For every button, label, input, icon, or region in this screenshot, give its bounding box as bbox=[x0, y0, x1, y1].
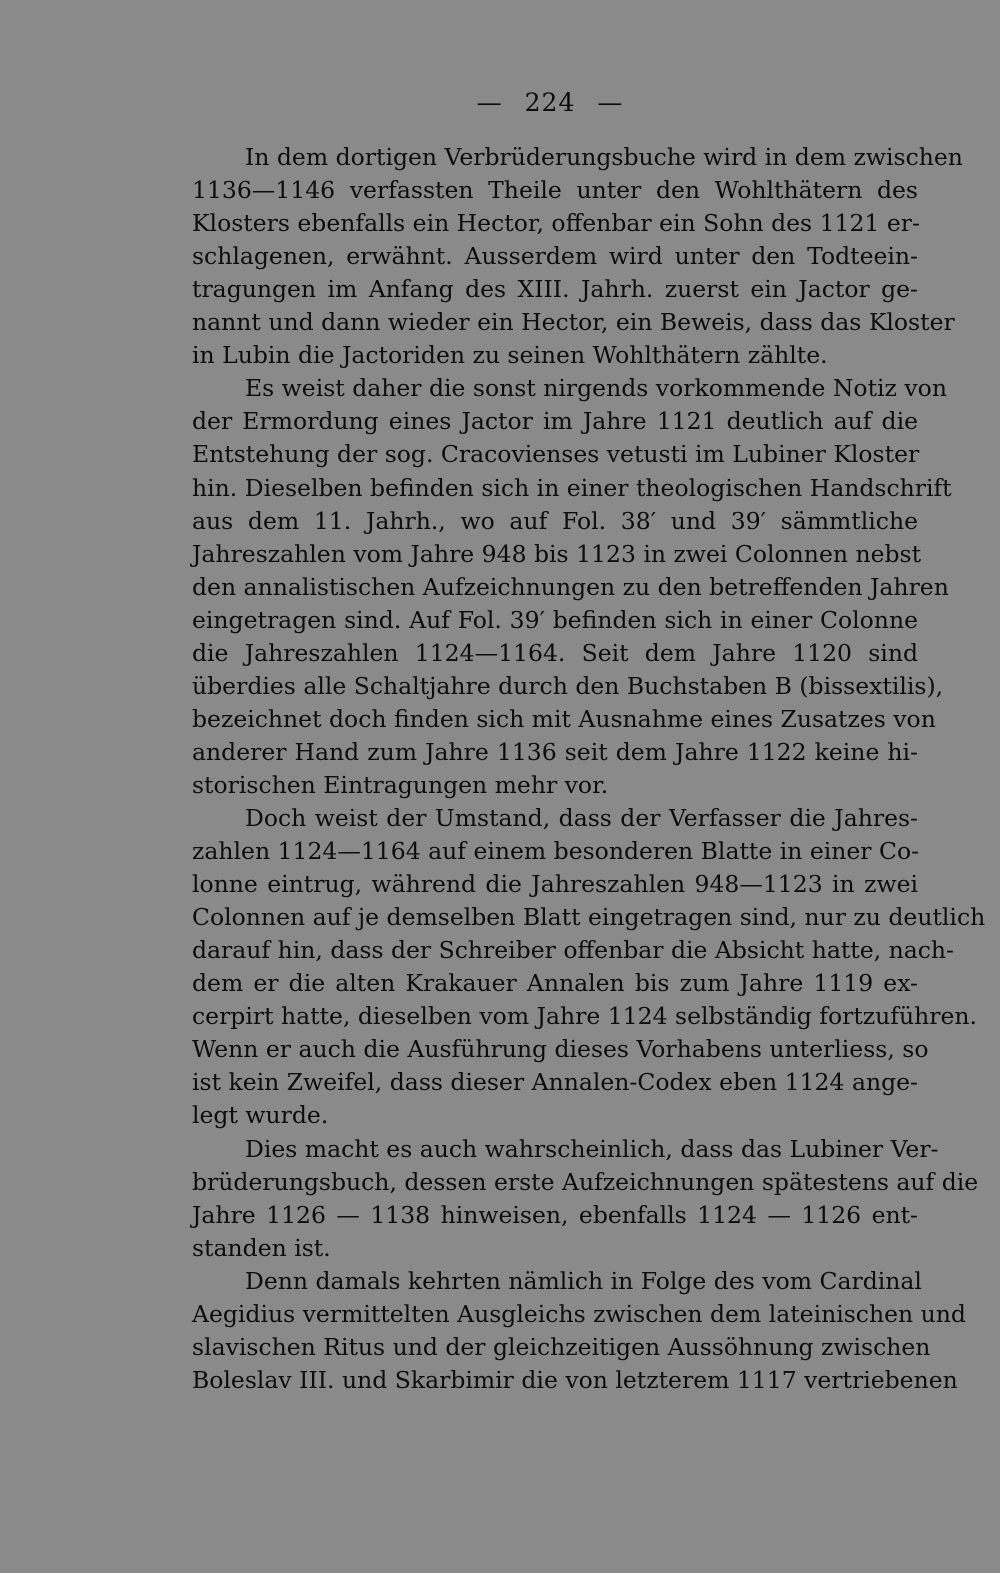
text-line: In dem dortigen Verbrüderungsbuche wird in dem zwischen bbox=[245, 143, 963, 171]
page-number-dash-right: — bbox=[597, 88, 624, 117]
text-line: Dies macht es auch wahrscheinlich, dass das Lubiner Ver- bbox=[245, 1134, 939, 1163]
text-line: Colonnen auf je demselben Blatt eingetragen sind, nur zu deutlich bbox=[192, 903, 986, 932]
text-line: nannt und dann wieder ein Hector, ein Beweis, dass das Kloster bbox=[192, 308, 955, 337]
text-line: bezeichnet doch finden sich mit Ausnahme eines Zusatzes von bbox=[192, 704, 936, 733]
text-line: Wenn er auch die Ausführung dieses Vorhabens unterliess, so bbox=[192, 1035, 929, 1064]
text-line: in Lubin die Jactoriden zu seinen Wohlthätern zählte. bbox=[192, 341, 828, 370]
text-line: brüderungsbuch, dessen erste Aufzeichnungen spätestens auf die bbox=[192, 1167, 979, 1196]
text-line: tragungen im Anfang des XIII. Jahrh. zuerst ein Jactor ge- bbox=[192, 275, 918, 304]
text-line: Aegidius vermittelten Ausgleichs zwischen dem lateinischen und bbox=[192, 1299, 966, 1328]
text-line: eingetragen sind. Auf Fol. 39′ befinden sich in einer Colonne bbox=[192, 605, 918, 634]
page-number-header bbox=[0, 88, 1000, 117]
text-line: slavischen Ritus und der gleichzeitigen Aussöhnung zwischen bbox=[192, 1332, 931, 1361]
text-line: legt wurde. bbox=[192, 1101, 329, 1130]
text-line: der Ermordung eines Jactor im Jahre 1121 deutlich auf die bbox=[192, 407, 918, 436]
text-line: den annalistischen Aufzeichnungen zu den betreffenden Jahren bbox=[192, 572, 949, 601]
text-line: standen ist. bbox=[192, 1233, 331, 1262]
text-line: ist kein Zweifel, dass dieser Annalen-Codex eben 1124 ange- bbox=[192, 1068, 918, 1097]
text-line: Jahreszahlen vom Jahre 948 bis 1123 in zwei Colonnen nebst bbox=[192, 539, 922, 568]
text-line: Jahre 1126 — 1138 hinweisen, ebenfalls 1124 — 1126 ent- bbox=[192, 1200, 918, 1229]
text-line: 1136—1146 verfassten Theile unter den Wohlthätern des bbox=[192, 176, 918, 205]
page-number: 224 bbox=[524, 88, 576, 117]
text-line: die Jahreszahlen 1124—1164. Seit dem Jahre 1120 sind bbox=[192, 638, 918, 667]
text-line: storischen Eintragungen mehr vor. bbox=[192, 770, 609, 799]
text-line: aus dem 11. Jahrh., wo auf Fol. 38′ und 39′ sämmtliche bbox=[192, 506, 918, 535]
text-line: cerpirt hatte, dieselben vom Jahre 1124 selbständig fortzuführen. bbox=[192, 1002, 978, 1031]
text-line: Denn damals kehrten nämlich in Folge des vom Cardinal bbox=[245, 1266, 922, 1295]
text-line: lonne eintrug, während die Jahreszahlen 948—1123 in zwei bbox=[192, 870, 918, 899]
text-line: dem er die alten Krakauer Annalen bis zum Jahre 1119 ex- bbox=[192, 969, 918, 998]
text-line: Klosters ebenfalls ein Hector, offenbar ein Sohn des 1121 er- bbox=[192, 209, 920, 238]
text-line: überdies alle Schaltjahre durch den Buchstaben B (bissextilis), bbox=[192, 671, 944, 700]
text-line: zahlen 1124—1164 auf einem besonderen Blatte in einer Co- bbox=[192, 837, 920, 865]
page-number-dash-left: — bbox=[476, 88, 503, 117]
text-line: darauf hin, dass der Schreiber offenbar die Absicht hatte, nach- bbox=[192, 936, 954, 965]
text-line: Es weist daher die sonst nirgends vorkommende Notiz von bbox=[245, 374, 947, 403]
text-line: Entstehung der sog. Cracovienses vetusti im Lubiner Kloster bbox=[192, 440, 920, 469]
text-line: schlagenen, erwähnt. Ausserdem wird unter den Todteein- bbox=[192, 242, 918, 271]
text-line: Boleslav III. und Skarbimir die von letzterem 1117 vertriebenen bbox=[192, 1365, 958, 1394]
text-line: anderer Hand zum Jahre 1136 seit dem Jahre 1122 keine hi- bbox=[192, 737, 918, 766]
text-line: Doch weist der Umstand, dass der Verfasser die Jahres- bbox=[245, 804, 918, 832]
text-line: hin. Dieselben befinden sich in einer theologischen Handschrift bbox=[192, 473, 952, 502]
